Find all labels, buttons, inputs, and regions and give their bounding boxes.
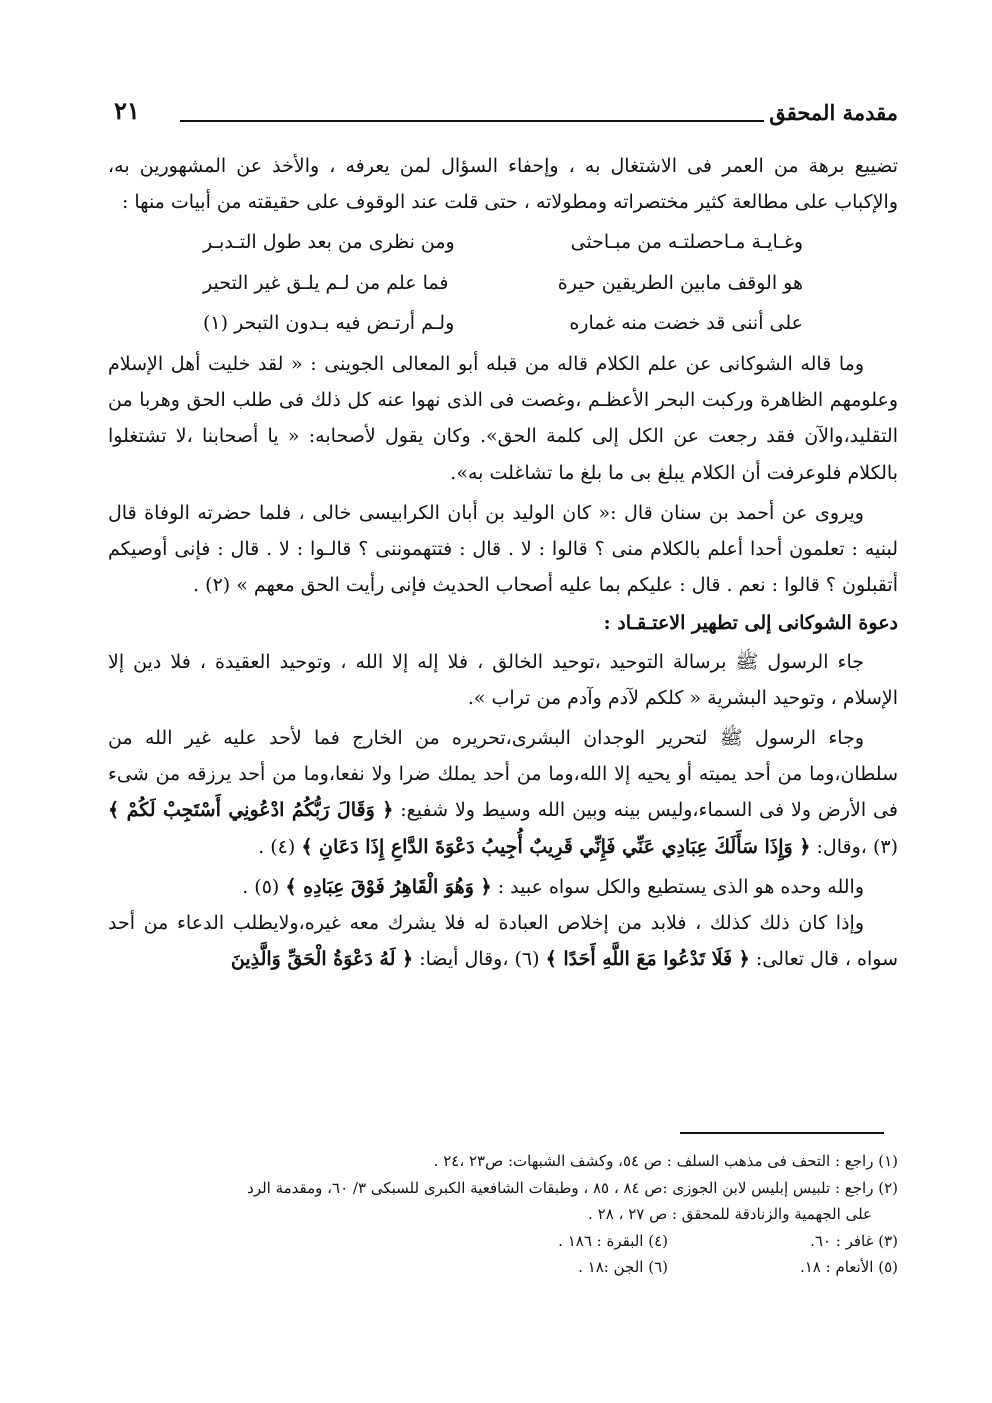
quran-quote: ﴿ لَهُ دَعْوَةُ الْحَقِّ وَالَّذِينَ (230, 948, 414, 971)
paragraph-5-text-b: (٣) ،وقال: (816, 835, 898, 858)
footnotes (108, 1148, 898, 1281)
footnote-1: (١) راجع : التحف فى مذهب السلف : ص ٥٤، وكشف الشبهات: ص٢٣ ،٢٤ . (433, 1152, 898, 1170)
main-text (108, 148, 898, 977)
paragraph-7 (108, 905, 898, 977)
verse-first-half: وغـايـة مـاحصلتـه من مبـاحثى (570, 231, 803, 254)
paragraph-5-text-c: (٤) . (258, 835, 296, 858)
header-title: مقدمة المحقق (769, 100, 898, 125)
verse-first-half: على أننى قد خضت منه غماره (569, 312, 803, 335)
page-number: ٢١ (114, 96, 140, 125)
verse-line (203, 263, 803, 304)
quran-quote: ﴿ وَقَالَ رَبُّكُمُ ادْعُونِي أَسْتَجِبْ لَكُمْ ﴾ (108, 799, 394, 822)
quran-quote: ﴿ وَهُوَ الْقَاهِرُ فَوْقَ عِبَادِهِ ﴾ (285, 875, 492, 898)
footnote-row (108, 1254, 898, 1281)
paragraph-1: تضييع برهة من العمر فى الاشتغال به ، وإحفاء السؤال لمن يعرفه ، والأخذ عن المشهورين به، والإكباب على مطالعة كثير مختصراته ومطولاته ، حتى قلت عند الوقوف على حقيقته من أبيات منها : (108, 155, 898, 214)
footnote-separator (680, 1132, 884, 1134)
verse-line (203, 222, 803, 263)
paragraph-7-text-a: وإذا كان ذلك كذلك ، فلابد من إخلاص العبادة له فلا يشرك معه غيره،ولايطلب الدعاء من أحد سواه ، قال تعالى: (108, 911, 898, 971)
quran-quote: ﴿ فَلَا تَدْعُوا مَعَ اللَّهِ أَحَدًا ﴾ (545, 948, 750, 971)
verse-second-half: ومن نظرى من بعد طول التـدبـر (203, 231, 455, 254)
paragraph-6-text-b: (٥) . (242, 875, 280, 898)
paragraph-3: ويروى عن أحمد بن سنان قال :« كان الوليد بن أبان الكرابيسى خالى ، فلما حضرته الوفاة قال لبنيه : تعلمون أحدا أعلم بالكلام منى ؟ قالوا : لا . قال : فتتهموننى ؟ قالـوا : لا . قال : فإنى أوصيكم أتقبلون ؟ قالوا : نعم . قال : عليكم بما عليه أصحاب الحديث فإنى رأيت الحق معهم » (٢) . (108, 501, 898, 597)
header-rule (180, 120, 764, 122)
footnote-4: (٤) البقرة : ١٨٦ . (558, 1231, 668, 1250)
section-heading: دعوة الشوكانى إلى تطهير الاعتـقـاد : (603, 612, 898, 635)
footnote-2: (٢) راجع : تلبيس إبليس لابن الجوزى :ص ٨٤ ، ٨٥ ، وطبقات الشافعية الكبرى للسبكى ٣/ ٦٠، ومقدمة الرد (247, 1178, 898, 1197)
verse-line (203, 303, 803, 344)
poem-verses (203, 222, 803, 344)
running-header (108, 92, 898, 140)
paragraph-4: جاء الرسول ﷺ برسالة التوحيد ،توحيد الخالق ، فلا إله إلا الله ، وتوحيد العقيدة ، فلا دين إلا الإسلام ، وتوحيد البشرية « كلكم لآدم وآدم من تراب ». (108, 650, 898, 709)
paragraph-5 (108, 720, 898, 865)
paragraph-5-text-a: وجاء الرسول ﷺ لتحرير الوجدان البشرى،تحريره من الخارج فما لأحد عليه غير الله من سلطان،وما من أحد يميته أو يحيه إلا الله،وما من أحد يملك ضرا ولا نفعا،وما من أحد يرزقه من شىء فى الأرض ولا فى السماء،وليس بينه وبين الله وسيط ولا شفيع: (108, 726, 898, 822)
footnote-5: (٥) الأنعام : ١٨. (799, 1258, 898, 1276)
paragraph-6 (108, 869, 898, 905)
quran-quote: ﴿ وَإِذَا سَأَلَكَ عِبَادِي عَنِّي فَإِنِّي قَرِيبٌ أُجِيبُ دَعْوَةَ الدَّاعِ إِذَا دَعَانِ ﴾ (301, 835, 811, 858)
verse-second-half: ولـم أرتـض فيه بـدون التبحر (١) (203, 312, 455, 335)
footnote-row (108, 1228, 898, 1255)
paragraph-6-text-a: والله وحده هو الذى يستطيع والكل سواه عبيد : (497, 875, 864, 898)
footnote-2-continued: على الجهمية والزنادقة للمحقق : ص ٢٧ ، ٢٨ . (588, 1205, 872, 1223)
paragraph-7-text-b: (٦) ،وقال أيضا: (419, 948, 540, 971)
paragraph-2: وما قاله الشوكانى عن علم الكلام قاله من قبله أبو المعالى الجوينى : « لقد خليت أهل الإسلام وعلومهم الظاهرة وركبت البحر الأعظـم ،وغصت فى الذى نهوا عنه كل ذلك فى طلب الحق وهربا من التقليد،والآن فقد رجعت عن الكل إلى كلمة الحق». وكان يقول لأصحابه: « يا أصحابنا ،لا تشتغلوا بالكلام فلوعرفت أن الكلام يبلغ بى ما بلغ ما تشاغلت به». (108, 352, 898, 484)
footnote-3: (٣) غافر : ٦٠. (810, 1231, 898, 1250)
verse-second-half: فما علم من لـم يلـق غير التحير (203, 271, 449, 294)
verse-first-half: هو الوقف مابين الطريقين حيرة (557, 271, 803, 294)
footnote-6: (٦) الجن :١٨ . (578, 1258, 668, 1276)
